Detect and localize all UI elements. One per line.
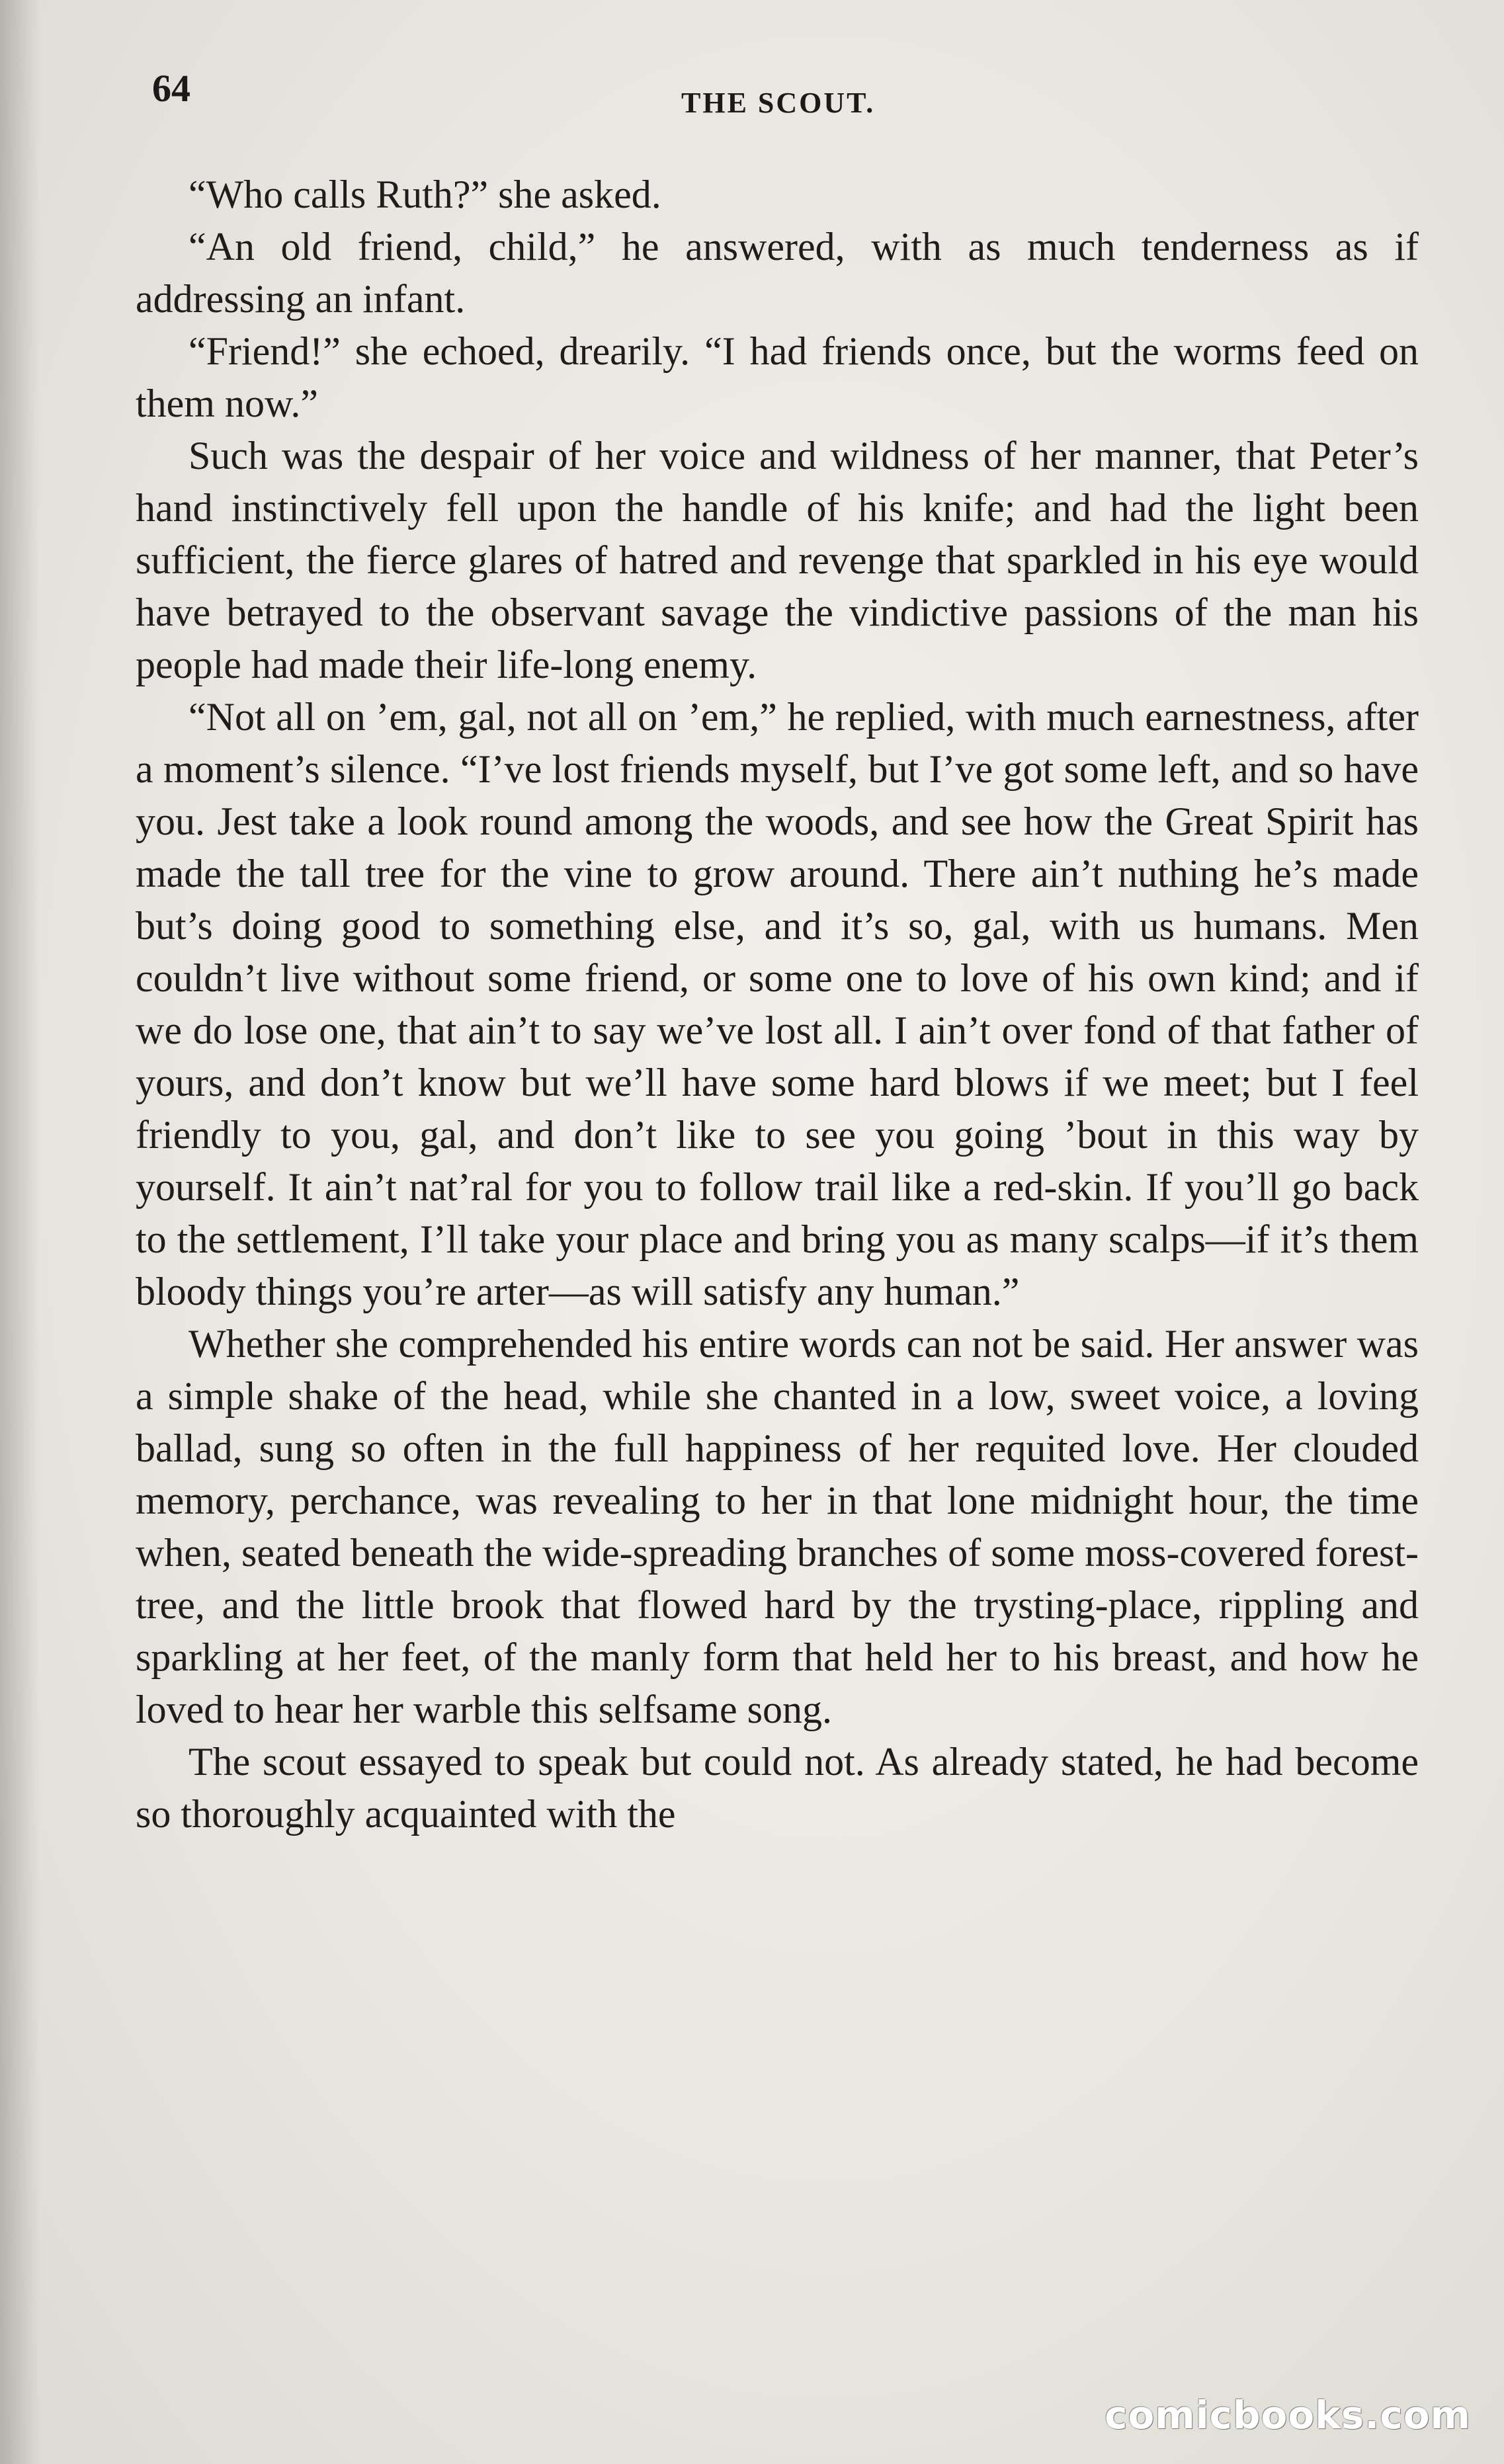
paragraph: “Friend!” she echoed, drearily. “I had friends once, but the worms feed on them now.” bbox=[136, 329, 1419, 425]
paragraph: “Not all on ’em, gal, not all on ’em,” he replied, with much earnestness, after a moment’s silence. “I’ve lost friends myself, but I’ve got some left, and so have you. Jest take a look round among the woods, and see how the Great Spirit has made the tall tree for the vine to grow around. There ain’t nuthing he’s made but’s doing good to something else, and it’s so, gal, with us humans. Men couldn’t live without some friend, or some one to love of his own kind; and if we do lose one, that ain’t to say we’ve lost all. I ain’t over fond of that father of yours, and don’t know but we’ll have some hard blows if we meet; but I feel friendly to you, gal, and don’t like to see you going ’bout in this way by yourself. It ain’t nat’ral for you to follow trail like a red-skin. If you’ll go back to the settlement, I’ll take your place and bring you as many scalps—if it’s them bloody things you’re arter—as will satisfy any human.” bbox=[136, 695, 1419, 1313]
page-header bbox=[152, 66, 1442, 126]
page-number: 64 bbox=[152, 67, 190, 110]
paragraph: “Who calls Ruth?” she asked. bbox=[188, 173, 661, 216]
watermark: comicbooks.com bbox=[1105, 2393, 1471, 2438]
paragraph: “An old friend, child,” he answered, with as much tenderness as if addressing an infant. bbox=[136, 225, 1419, 321]
running-head: THE SCOUT. bbox=[681, 87, 876, 119]
paragraph: Such was the despair of her voice and wildness of her manner, that Peter’s hand instinctively fell upon the handle of his knife; and had the light been sufficient, the fierce glares of hatred and revenge that sparkled in his eye would have betrayed to the observant savage the vindictive passions of the man his people had made their life-long enemy. bbox=[136, 434, 1419, 686]
body-text bbox=[136, 169, 1419, 1840]
paragraph: The scout essayed to speak but could not. As already stated, he had become so thoroughly acquainted with the bbox=[136, 1740, 1419, 1836]
paragraph: Whether she comprehended his entire words can not be said. Her answer was a simple shake of the head, while she chanted in a low, sweet voice, a loving ballad, sung so often in the full happiness of her requited love. Her clouded memory, perchance, was revealing to her in that lone midnight hour, the time when, seated beneath the wide-spreading branches of some moss-covered forest-tree, and the little brook that flowed hard by the trysting-place, rippling and sparkling at her feet, of the manly form that held her to his breast, and how he loved to hear her warble this selfsame song. bbox=[136, 1322, 1419, 1731]
